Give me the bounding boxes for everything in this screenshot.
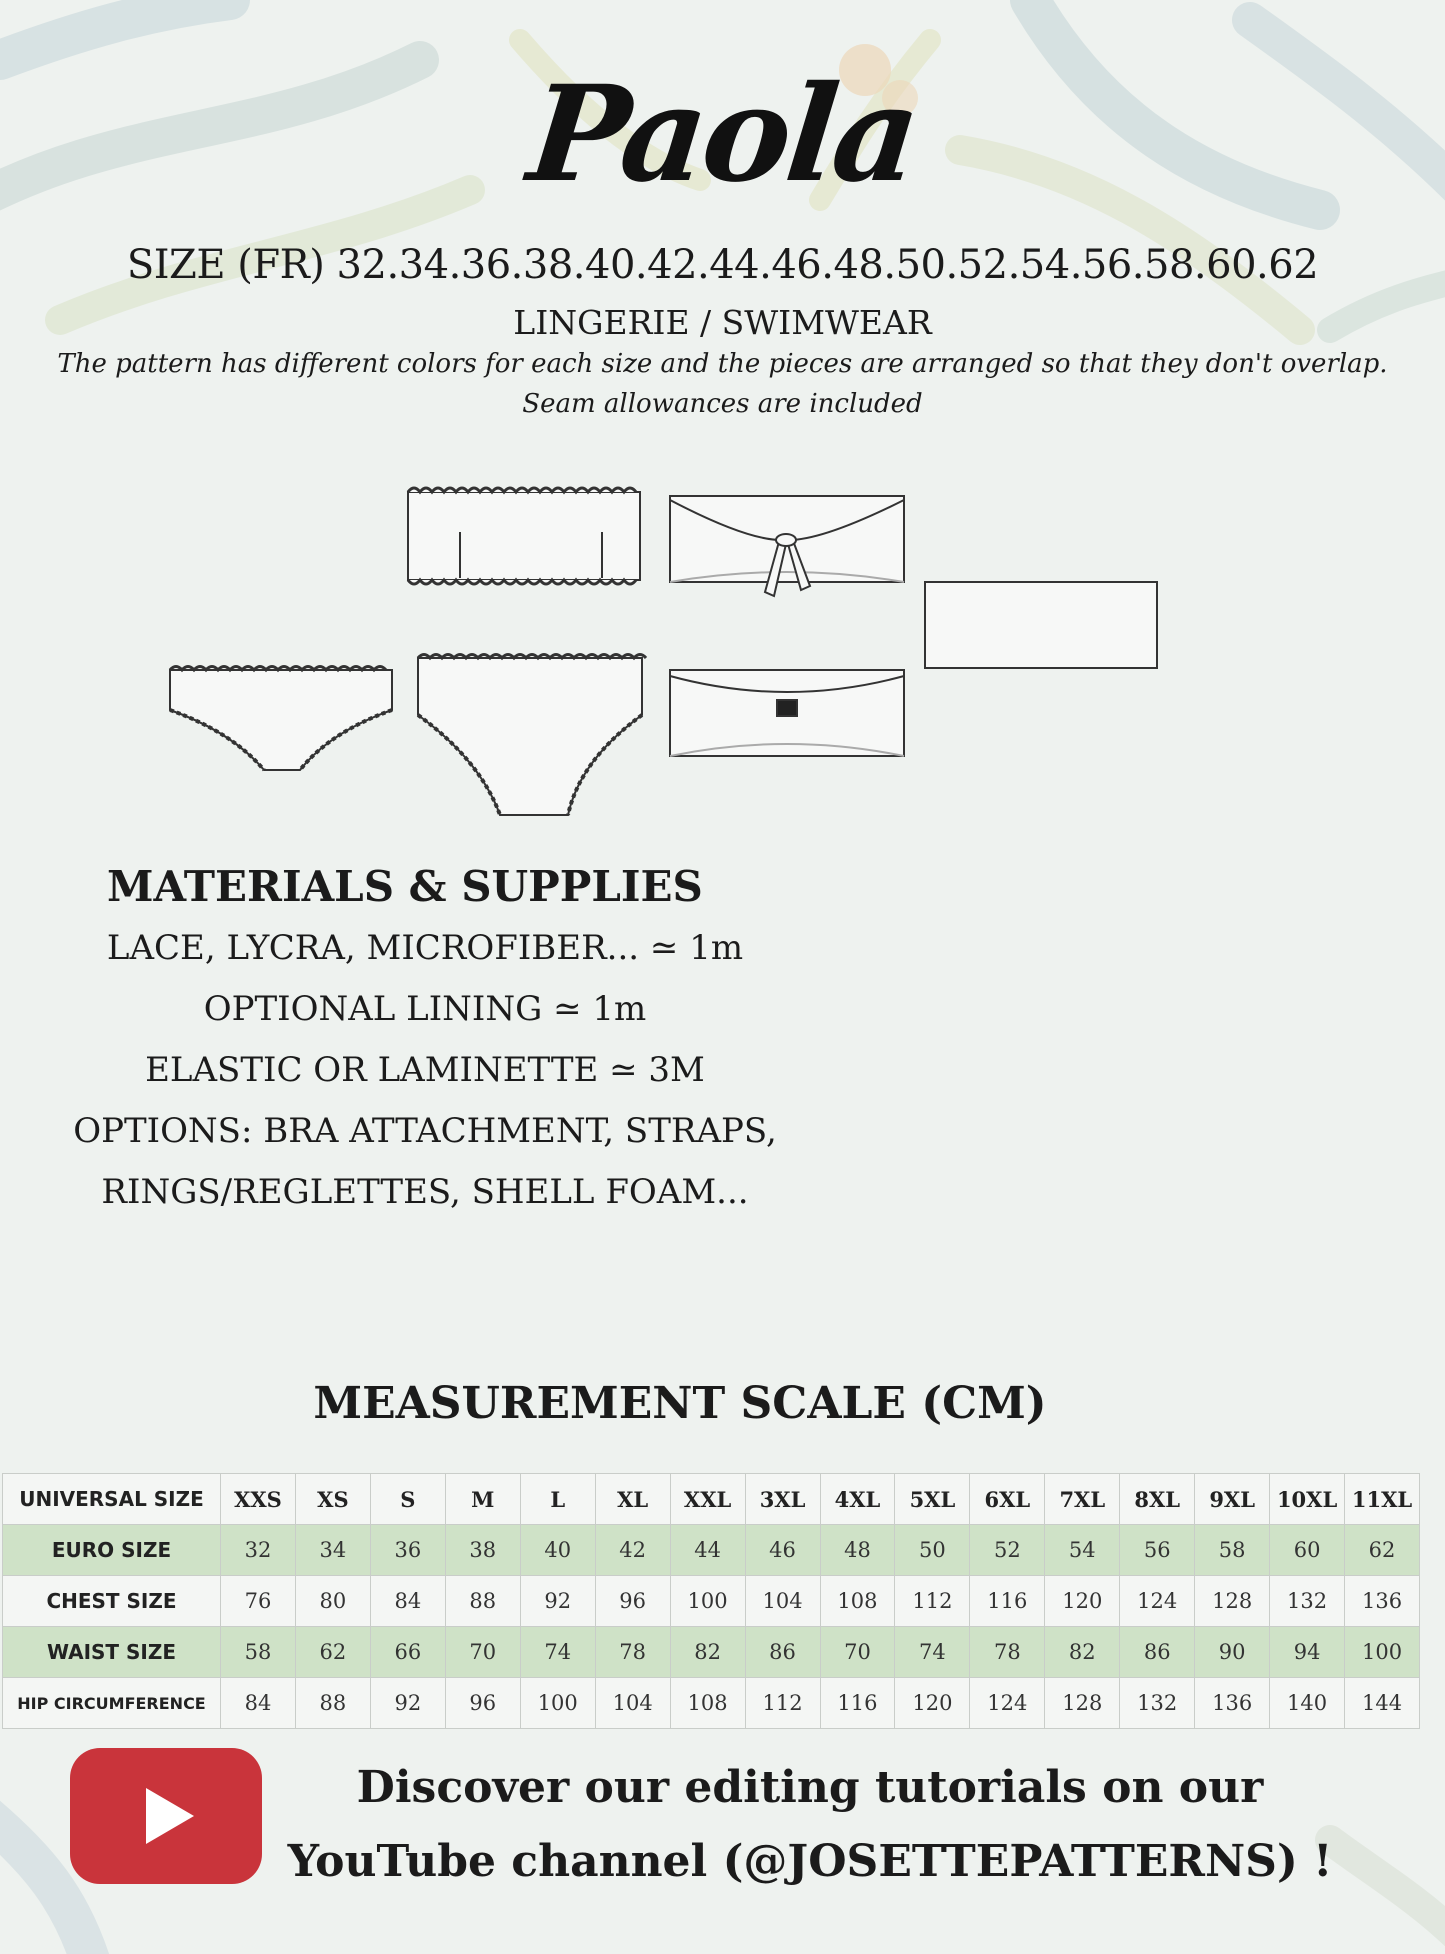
- table-cell: 50: [895, 1525, 970, 1576]
- size-range: SIZE (FR) 32.34.36.38.40.42.44.46.48.50.52.54.56.58.60.62: [126, 242, 1319, 288]
- brief-sketch: [170, 667, 392, 771]
- table-cell: 58: [221, 1627, 296, 1678]
- table-cell: 92: [520, 1576, 595, 1627]
- size-column-header: M: [445, 1474, 520, 1525]
- size-column-header: S: [370, 1474, 445, 1525]
- table-cell: 136: [1195, 1678, 1270, 1729]
- table-cell: 76: [221, 1576, 296, 1627]
- table-cell: 84: [221, 1678, 296, 1729]
- table-cell: 88: [445, 1576, 520, 1627]
- table-cell: 38: [445, 1525, 520, 1576]
- materials-line: OPTIONS: BRA ATTACHMENT, STRAPS,: [73, 1111, 777, 1151]
- table-cell: 100: [1345, 1627, 1420, 1678]
- table-cell: 88: [295, 1678, 370, 1729]
- seam-allowance-note: Seam allowances are included: [522, 389, 923, 419]
- table-cell: 128: [1195, 1576, 1270, 1627]
- table-cell: 78: [595, 1627, 670, 1678]
- materials-line: RINGS/REGLETTES, SHELL FOAM...: [101, 1172, 749, 1212]
- size-column-header: 5XL: [895, 1474, 970, 1525]
- plain-bandeau-sketch: [925, 582, 1157, 668]
- youtube-play-icon[interactable]: [70, 1748, 262, 1884]
- table-cell: 108: [820, 1576, 895, 1627]
- table-cell: 62: [295, 1627, 370, 1678]
- table-cell: 100: [670, 1576, 745, 1627]
- table-cell: 100: [520, 1678, 595, 1729]
- table-cell: 40: [520, 1525, 595, 1576]
- table-header-row: [3, 1474, 1420, 1525]
- size-column-header: 11XL: [1345, 1474, 1420, 1525]
- table-cell: 108: [670, 1678, 745, 1729]
- table-cell: 52: [970, 1525, 1045, 1576]
- table-cell: 120: [895, 1678, 970, 1729]
- table-cell: 58: [1195, 1525, 1270, 1576]
- table-cell: 124: [1120, 1576, 1195, 1627]
- table-cell: 94: [1270, 1627, 1345, 1678]
- materials-line: LACE, LYCRA, MICROFIBER... ≃ 1m: [106, 928, 744, 968]
- table-cell: 42: [595, 1525, 670, 1576]
- table-row: [3, 1627, 1420, 1678]
- pattern-note: The pattern has different colors for each size and the pieces are arranged so that they don't overlap.: [57, 349, 1388, 379]
- table-cell: 144: [1345, 1678, 1420, 1729]
- table-cell: 62: [1345, 1525, 1420, 1576]
- table-cell: 136: [1345, 1576, 1420, 1627]
- table-cell: 112: [745, 1678, 820, 1729]
- bandeau-sketch: [408, 488, 640, 584]
- size-column-header: L: [520, 1474, 595, 1525]
- table-cell: 78: [970, 1627, 1045, 1678]
- table-cell: 96: [445, 1678, 520, 1729]
- table-cell: 132: [1270, 1576, 1345, 1627]
- measurement-table: [2, 1473, 1420, 1729]
- materials-heading: MATERIALS & SUPPLIES: [107, 862, 703, 911]
- size-column-header: 7XL: [1045, 1474, 1120, 1525]
- table-cell: 112: [895, 1576, 970, 1627]
- high-brief-sketch: [418, 655, 646, 816]
- table-cell: 116: [820, 1678, 895, 1729]
- table-cell: 96: [595, 1576, 670, 1627]
- size-column-header: XS: [295, 1474, 370, 1525]
- youtube-promo-line2: YouTube channel (@JOSETTEPATTERNS) !: [287, 1836, 1333, 1887]
- category: LINGERIE / SWIMWEAR: [513, 303, 932, 342]
- table-cell: 116: [970, 1576, 1045, 1627]
- table-cell: 36: [370, 1525, 445, 1576]
- table-cell: 74: [520, 1627, 595, 1678]
- table-cell: 84: [370, 1576, 445, 1627]
- table-cell: 46: [745, 1525, 820, 1576]
- size-column-header: 9XL: [1195, 1474, 1270, 1525]
- table-cell: 128: [1045, 1678, 1120, 1729]
- table-cell: 66: [370, 1627, 445, 1678]
- size-column-header: 10XL: [1270, 1474, 1345, 1525]
- table-cell: 92: [370, 1678, 445, 1729]
- table-row: [3, 1678, 1420, 1729]
- bandeau-back-sketch: [670, 670, 904, 756]
- size-column-header: 6XL: [970, 1474, 1045, 1525]
- size-column-header: XXL: [670, 1474, 745, 1525]
- table-row: [3, 1576, 1420, 1627]
- size-column-header: XXS: [221, 1474, 296, 1525]
- row-label: WAIST SIZE: [3, 1627, 221, 1678]
- header-label: UNIVERSAL SIZE: [3, 1474, 221, 1525]
- table-cell: 80: [295, 1576, 370, 1627]
- materials-line: ELASTIC OR LAMINETTE ≃ 3M: [145, 1050, 705, 1090]
- table-cell: 70: [445, 1627, 520, 1678]
- tie-bandeau-sketch: [670, 496, 904, 596]
- size-column-header: 4XL: [820, 1474, 895, 1525]
- table-cell: 34: [295, 1525, 370, 1576]
- size-column-header: XL: [595, 1474, 670, 1525]
- table-cell: 82: [1045, 1627, 1120, 1678]
- table-cell: 86: [1120, 1627, 1195, 1678]
- size-column-header: 3XL: [745, 1474, 820, 1525]
- garment-sketches: [160, 470, 1180, 830]
- table-cell: 132: [1120, 1678, 1195, 1729]
- table-cell: 54: [1045, 1525, 1120, 1576]
- youtube-promo-line1: Discover our editing tutorials on our: [356, 1762, 1264, 1813]
- table-cell: 104: [595, 1678, 670, 1729]
- table-cell: 82: [670, 1627, 745, 1678]
- row-label: EURO SIZE: [3, 1525, 221, 1576]
- table-cell: 90: [1195, 1627, 1270, 1678]
- measurement-heading: MEASUREMENT SCALE (CM): [313, 1378, 1047, 1429]
- table-cell: 124: [970, 1678, 1045, 1729]
- table-cell: 32: [221, 1525, 296, 1576]
- table-cell: 70: [820, 1627, 895, 1678]
- size-column-header: 8XL: [1120, 1474, 1195, 1525]
- table-cell: 48: [820, 1525, 895, 1576]
- table-cell: 44: [670, 1525, 745, 1576]
- row-label: HIP CIRCUMFERENCE: [3, 1678, 221, 1729]
- table-cell: 140: [1270, 1678, 1345, 1729]
- row-label: CHEST SIZE: [3, 1576, 221, 1627]
- table-cell: 74: [895, 1627, 970, 1678]
- table-cell: 104: [745, 1576, 820, 1627]
- table-cell: 86: [745, 1627, 820, 1678]
- table-row: [3, 1525, 1420, 1576]
- table-cell: 56: [1120, 1525, 1195, 1576]
- pattern-title: Paola: [521, 57, 924, 212]
- table-cell: 60: [1270, 1525, 1345, 1576]
- table-cell: 120: [1045, 1576, 1120, 1627]
- materials-line: OPTIONAL LINING ≃ 1m: [203, 989, 647, 1029]
